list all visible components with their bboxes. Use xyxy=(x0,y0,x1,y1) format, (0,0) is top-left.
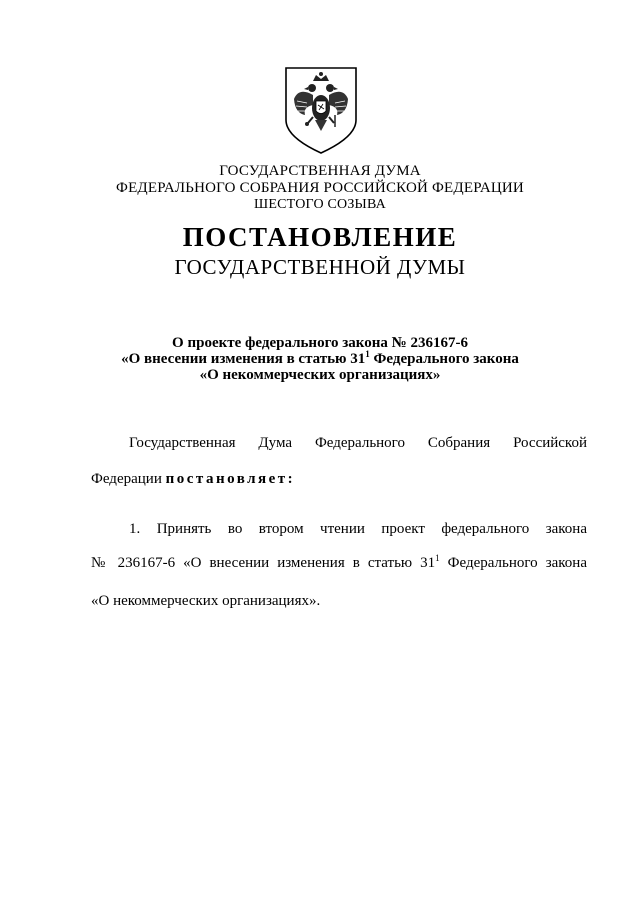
assembly-name: ФЕДЕРАЛЬНОГО СОБРАНИЯ РОССИЙСКОЙ ФЕДЕРАЦИИ xyxy=(116,180,524,196)
item-1-superscript: 1 xyxy=(435,553,440,563)
subject-line-2 xyxy=(0,351,640,368)
intro-line-2 xyxy=(91,471,587,488)
intro-line-2-start: Федерации xyxy=(91,471,166,487)
intro-line-1: Государственная Дума Федерального Собрания Российской xyxy=(129,435,587,451)
subject-line-2-before: «О внесении изменения в статью 31 xyxy=(121,351,366,367)
subject-superscript: 1 xyxy=(365,349,370,359)
item-1-line-2 xyxy=(91,555,587,572)
item-1-line-2-after: Федерального закона xyxy=(439,555,587,571)
item-1-line-2-before: № 236167-6 «О внесении изменения в статью 31 xyxy=(91,555,436,571)
emblem xyxy=(283,65,359,155)
subject-line-2-after: Федерального закона xyxy=(369,351,519,367)
item-1-line-3: «О некоммерческих организациях». xyxy=(91,593,321,609)
subject-line-3: «О некоммерческих организациях» xyxy=(199,367,441,383)
chamber-name: ГОСУДАРСТВЕННАЯ ДУМА xyxy=(219,163,421,179)
item-1-line-1: 1. Принять во втором чтении проект федерального закона xyxy=(129,521,587,537)
subject-line-1: О проекте федерального закона № 236167-6 xyxy=(172,335,468,351)
intro-verb: постановляет: xyxy=(165,471,296,487)
russian-coat-of-arms-icon xyxy=(283,65,359,155)
convocation: ШЕСТОГО СОЗЫВА xyxy=(254,197,386,212)
document-issuer: ГОСУДАРСТВЕННОЙ ДУМЫ xyxy=(174,255,466,279)
document-type: ПОСТАНОВЛЕНИЕ xyxy=(182,222,458,252)
